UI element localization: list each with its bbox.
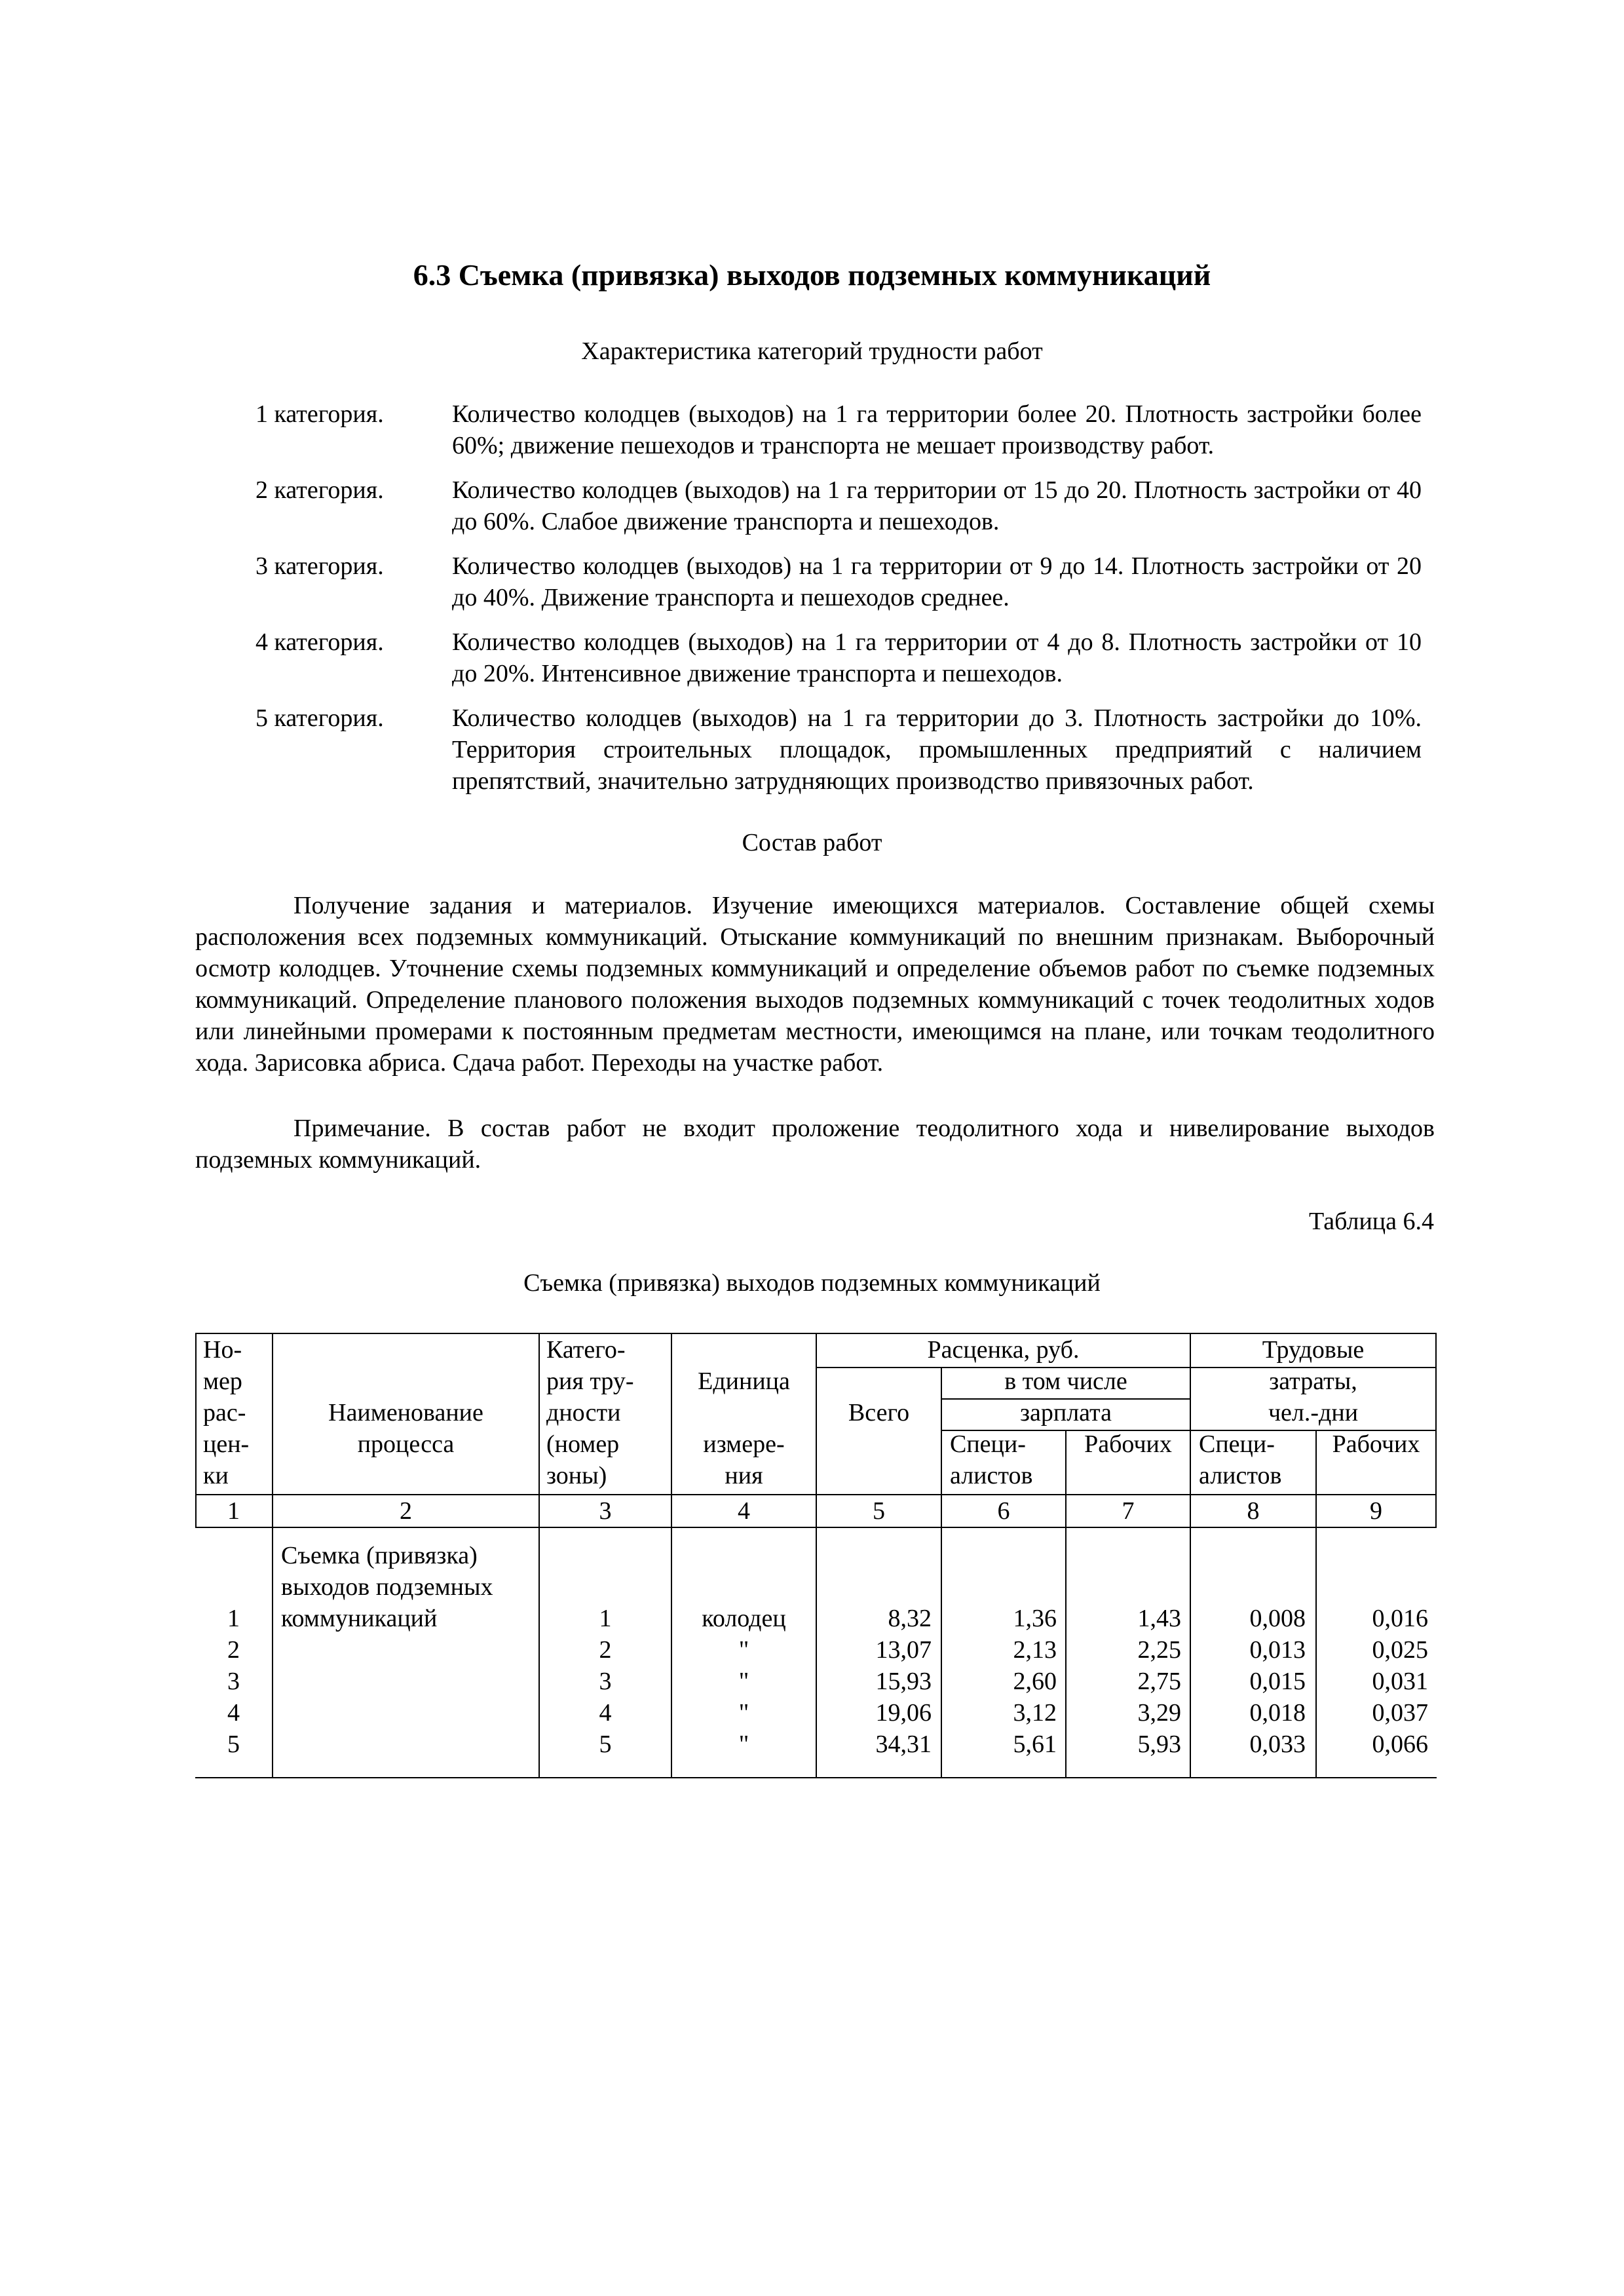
colnum-5: 5	[873, 1497, 885, 1525]
cell-cat: 4	[599, 1699, 612, 1727]
header-unit-line1: Единица	[698, 1368, 790, 1395]
header-labor-line2: затраты,	[1269, 1368, 1357, 1395]
header-no-line1: Но-	[203, 1336, 242, 1364]
table-title: Съемка (привязка) выходов подземных коммуникаций	[523, 1269, 1101, 1297]
cell-unit: колодец	[702, 1605, 786, 1632]
category-3-label: 3 категория.	[255, 552, 384, 580]
header-process-line1: Наименование	[328, 1399, 483, 1426]
cell-no: 4	[227, 1699, 240, 1727]
category-1-label: 1 категория.	[255, 400, 384, 428]
header-spec-labor-line2: алистов	[1199, 1462, 1282, 1489]
cell-spec-wage: 2,60	[1013, 1668, 1057, 1695]
header-labor-line3: чел.-дни	[1268, 1399, 1359, 1426]
header-labor-line1: Трудовые	[1262, 1336, 1365, 1364]
header-work-wage: Рабочих	[1084, 1430, 1172, 1458]
header-unit-line2: измере-	[703, 1430, 785, 1458]
cell-total: 34,31	[875, 1731, 932, 1758]
header-work-labor: Рабочих	[1332, 1430, 1420, 1458]
cell-work-labor: 0,031	[1372, 1668, 1428, 1695]
colnum-1: 1	[227, 1497, 240, 1525]
header-process-line2: процесса	[357, 1430, 455, 1458]
cell-cat: 2	[599, 1636, 612, 1664]
cell-unit: "	[738, 1668, 749, 1695]
header-category-line2: рия тру-	[546, 1368, 634, 1395]
categories-subheading: Характеристика категорий трудности работ	[581, 337, 1043, 365]
cell-spec-labor: 0,018	[1249, 1699, 1306, 1727]
header-category-line5: зоны)	[546, 1462, 607, 1489]
cell-no: 5	[227, 1731, 240, 1758]
cell-no: 1	[227, 1605, 240, 1632]
cell-cat: 1	[599, 1605, 612, 1632]
header-category-line3: дности	[546, 1399, 621, 1426]
cell-work-labor: 0,016	[1372, 1605, 1428, 1632]
note-paragraph: Примечание. В состав работ не входит проложение теодолитного хода и нивелирование выходов подземных коммуникаций.	[195, 1115, 1435, 1174]
colnum-6: 6	[997, 1497, 1010, 1525]
cell-work-labor: 0,025	[1372, 1636, 1428, 1664]
header-category-line4: (номер	[546, 1430, 620, 1458]
colnum-4: 4	[738, 1497, 750, 1525]
header-price-group: Расценка, руб.	[927, 1336, 1080, 1364]
colnum-8: 8	[1247, 1497, 1260, 1525]
colnum-2: 2	[400, 1497, 412, 1525]
cell-spec-labor: 0,013	[1249, 1636, 1306, 1664]
process-name-line2: выходов подземных	[281, 1573, 493, 1601]
cell-work-wage: 2,75	[1137, 1668, 1181, 1695]
cell-spec-wage: 3,12	[1013, 1699, 1057, 1727]
header-category-line1: Катего-	[546, 1336, 626, 1364]
cell-work-wage: 1,43	[1137, 1605, 1181, 1632]
cell-spec-labor: 0,015	[1249, 1668, 1306, 1695]
cell-total: 13,07	[875, 1636, 932, 1664]
header-no-line3: рас-	[203, 1399, 246, 1426]
category-4-text: Количество колодцев (выходов) на 1 га территории от 4 до 8. Плотность застройки от 10 до 20%. Интенсивное движение транспорта и пешеходов.	[452, 628, 1422, 687]
cell-work-labor: 0,037	[1372, 1699, 1428, 1727]
cell-total: 19,06	[875, 1699, 932, 1727]
header-incl-line1: в том числе	[1004, 1368, 1127, 1395]
section-heading: 6.3 Съемка (привязка) выходов подземных коммуникаций	[413, 258, 1211, 292]
cell-spec-labor: 0,008	[1249, 1605, 1306, 1632]
cell-work-wage: 2,25	[1137, 1636, 1181, 1664]
colnum-7: 7	[1122, 1497, 1135, 1525]
composition-paragraph: Получение задания и материалов. Изучение имеющихся материалов. Составление общей схемы расположения всех подземных коммуникаций. Отыскание коммуникаций по внешним признакам. Выборочный осмотр колодцев. Уточнение схемы подземных коммуникаций и определение объемов работ по съемке подземных коммуникаций. Определение планового положения выходов подземных коммуникаций с точек теодолитных ходов или линейными промерами к постоянным предметам местности, имеющимся на плане, или точкам теодолитного хода. Зарисовка абриса. Сдача работ. Переходы на участке работ.	[195, 892, 1435, 1077]
category-4-label: 4 категория.	[255, 628, 384, 656]
category-2-label: 2 категория.	[255, 476, 384, 504]
header-spec-wage-line1: Специ-	[950, 1430, 1026, 1458]
cell-spec-wage: 1,36	[1013, 1605, 1057, 1632]
cell-spec-wage: 5,61	[1013, 1731, 1057, 1758]
category-2-text: Количество колодцев (выходов) на 1 га территории от 15 до 20. Плотность застройки от 40 до 60%. Слабое движение транспорта и пешеходов.	[452, 476, 1422, 535]
header-spec-wage-line2: алистов	[950, 1462, 1033, 1489]
cell-unit: "	[738, 1731, 749, 1758]
header-no-line5: ки	[203, 1462, 229, 1489]
cell-work-wage: 3,29	[1137, 1699, 1181, 1727]
category-1-text: Количество колодцев (выходов) на 1 га территории более 20. Плотность застройки более 60%; движение пешеходов и транспорта не мешает производству работ.	[452, 400, 1422, 459]
header-incl-line2: зарплата	[1020, 1399, 1112, 1426]
cell-total: 8,32	[888, 1605, 932, 1632]
colnum-3: 3	[599, 1497, 612, 1525]
composition-title: Состав работ	[742, 829, 882, 856]
header-unit-line3: ния	[725, 1462, 763, 1489]
header-total: Всего	[848, 1399, 910, 1426]
header-spec-labor-line1: Специ-	[1199, 1430, 1275, 1458]
header-no-line4: цен-	[203, 1430, 250, 1458]
cell-cat: 5	[599, 1731, 612, 1758]
cell-unit: "	[738, 1636, 749, 1664]
cell-spec-labor: 0,033	[1249, 1731, 1306, 1758]
cell-work-labor: 0,066	[1372, 1731, 1428, 1758]
cell-no: 3	[227, 1668, 240, 1695]
cell-unit: "	[738, 1699, 749, 1727]
table-label: Таблица 6.4	[1308, 1208, 1434, 1235]
cell-cat: 3	[599, 1668, 612, 1695]
process-name-line3: коммуникаций	[281, 1605, 438, 1632]
cell-no: 2	[227, 1636, 240, 1664]
rates-table	[195, 1333, 1437, 1778]
colnum-9: 9	[1370, 1497, 1382, 1525]
cell-work-wage: 5,93	[1137, 1731, 1181, 1758]
category-5-text: Количество колодцев (выходов) на 1 га территории до 3. Плотность застройки до 10%. Территория строительных площадок, промышленных предприятий с наличием препятствий, значительно затрудняющих производство привязочных работ.	[452, 704, 1422, 795]
cell-spec-wage: 2,13	[1013, 1636, 1057, 1664]
category-5-label: 5 категория.	[255, 704, 384, 732]
cell-total: 15,93	[875, 1668, 932, 1695]
process-name-line1: Съемка (привязка)	[281, 1542, 478, 1569]
header-no-line2: мер	[203, 1368, 242, 1395]
category-3-text: Количество колодцев (выходов) на 1 га территории от 9 до 14. Плотность застройки от 20 до 40%. Движение транспорта и пешеходов среднее.	[452, 552, 1422, 611]
